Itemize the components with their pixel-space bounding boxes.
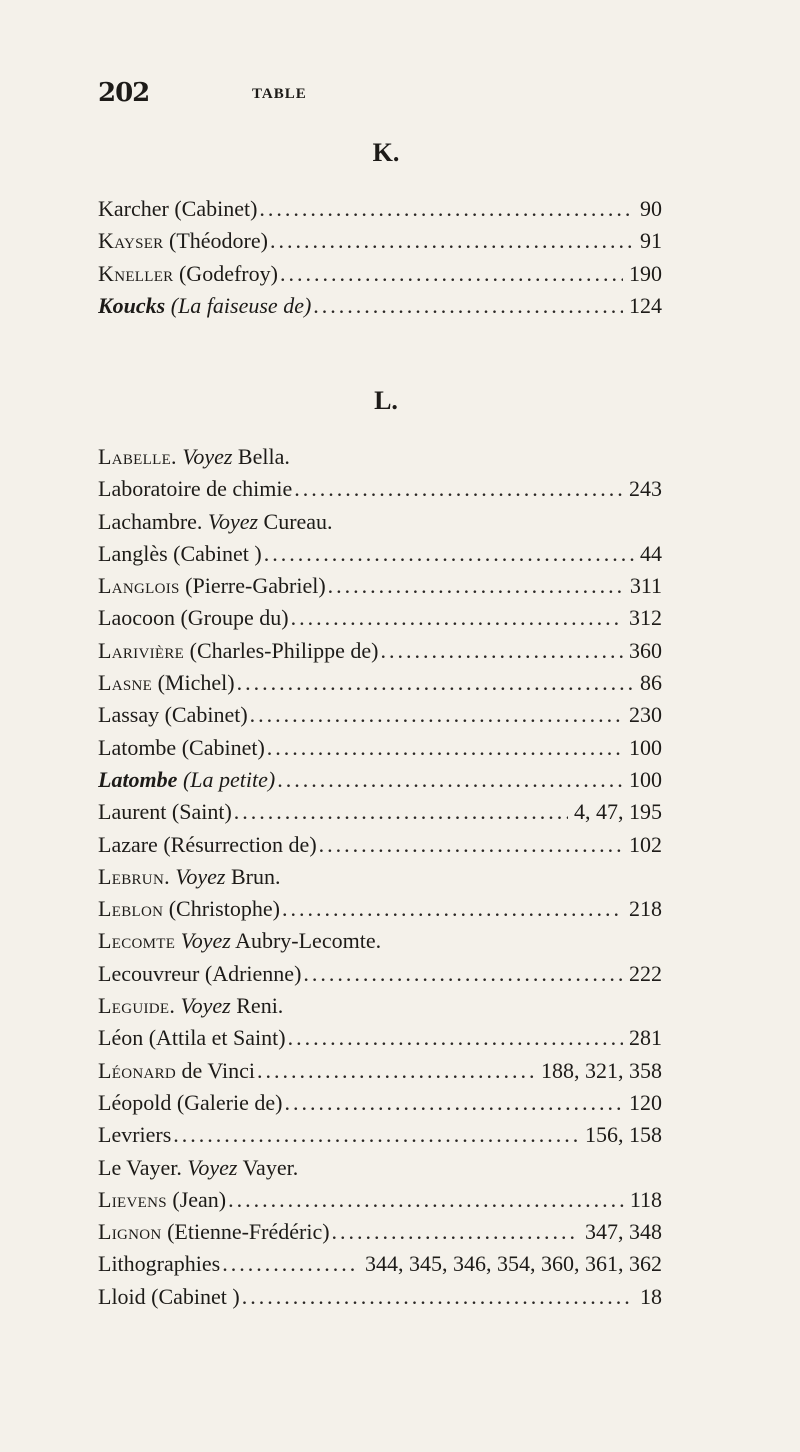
index-entry [98, 1219, 662, 1251]
entry-name-part: (Jean) [166, 1186, 227, 1212]
entry-name-part: (Godefroy) [173, 260, 278, 286]
entry-name [98, 293, 311, 319]
entry-name [98, 832, 317, 858]
dot-leader [328, 573, 624, 599]
entry-pages: 91 [640, 228, 662, 254]
index-entry [98, 1025, 662, 1057]
index-entry [98, 444, 662, 476]
entry-name [98, 638, 378, 664]
entry-name [98, 799, 232, 825]
entry-pages: 118 [629, 1186, 662, 1212]
dot-leader [282, 896, 623, 922]
entry-name-part: Le Vayer. [98, 1154, 182, 1180]
entry-name-part: Lasne [98, 670, 153, 696]
entry-pages: 360 [629, 637, 662, 663]
entry-pages: 281 [629, 1025, 662, 1051]
entry-name [98, 896, 280, 922]
entry-pages: 90 [640, 196, 662, 221]
entry-name [98, 1090, 282, 1116]
entry-name [98, 509, 333, 535]
index-entry [98, 799, 662, 831]
entry-pages: 4, 47, 195 [574, 799, 662, 825]
page-number: 202 [98, 78, 150, 108]
entry-name [98, 1058, 255, 1084]
index-entry [98, 928, 662, 960]
entry-name-part: Lassay (Cabinet) [98, 702, 248, 728]
entry-name-part: Langlois [98, 573, 180, 599]
entry-name [98, 670, 235, 696]
index-entry [98, 638, 662, 670]
index-entry [98, 476, 662, 508]
entry-name-part: Voyez [202, 508, 259, 534]
dot-leader [380, 638, 623, 664]
entry-name-part: Bella. [232, 444, 290, 469]
entry-name-part: Léopold (Galerie de) [98, 1089, 283, 1115]
entry-name-part: (Michel) [152, 670, 235, 696]
entry-name [98, 1187, 226, 1213]
dot-leader [313, 293, 623, 319]
dot-leader [250, 702, 623, 728]
entry-name-part: Kayser [98, 228, 164, 254]
entry-name-part: Karcher (Cabinet) [98, 196, 258, 221]
entry-name-part: (Charles-Philippe de) [184, 637, 379, 663]
page-header [98, 78, 458, 114]
index-entry [98, 573, 662, 605]
section-letter-l: L. [374, 386, 398, 415]
dot-leader [291, 605, 623, 631]
entry-name-part: Voyez [169, 863, 226, 889]
index-entry [98, 1187, 662, 1219]
entry-name-part: Lazare (Résurrection de) [98, 831, 317, 857]
entry-name-part: Voyez [181, 1154, 238, 1180]
entry-pages: 86 [640, 670, 662, 696]
entry-pages: 124 [629, 292, 662, 318]
entry-name [98, 928, 381, 954]
entry-name-part: (Christophe) [163, 896, 280, 922]
index-entry [98, 605, 662, 637]
dot-leader [228, 1187, 624, 1213]
entry-pages: 347, 348 [585, 1219, 662, 1245]
entry-name-part: Lachambre. [98, 508, 203, 534]
running-head: TABLE [252, 86, 307, 102]
entry-name [98, 767, 275, 793]
entry-name [98, 228, 268, 254]
index-entry [98, 509, 662, 541]
entry-name-part: (Pierre-Gabriel) [179, 573, 326, 599]
entry-pages: 100 [629, 766, 662, 792]
dot-leader [267, 735, 623, 761]
entry-name [98, 573, 326, 599]
entry-name [98, 1219, 330, 1245]
dot-leader [234, 799, 568, 825]
entry-pages: 18 [640, 1283, 662, 1309]
dot-leader [294, 476, 623, 502]
entry-name-part: Voyez [175, 928, 231, 954]
dot-leader [222, 1251, 359, 1277]
entry-name [98, 196, 257, 222]
index-list-k [98, 196, 662, 325]
entry-name [98, 1155, 298, 1181]
index-entry [98, 993, 662, 1025]
entry-pages: 156, 158 [585, 1122, 662, 1148]
dot-leader [319, 832, 623, 858]
entry-name-part: Leguide. [98, 993, 176, 1019]
index-entry [98, 196, 662, 228]
entry-name-part: Kneller [98, 260, 174, 286]
entry-name-part: Labelle. [98, 444, 177, 469]
entry-name [98, 1122, 171, 1148]
entry-pages: 222 [629, 960, 662, 986]
entry-name-part: Laurent (Saint) [98, 799, 232, 825]
entry-name-part: Lignon [98, 1219, 162, 1245]
index-entry [98, 228, 662, 260]
dot-leader [259, 196, 634, 222]
index-entry [98, 864, 662, 896]
entry-pages: 102 [629, 831, 662, 857]
entry-name-part: (La faiseuse de) [165, 292, 312, 318]
dot-leader [303, 961, 623, 987]
index-entry [98, 735, 662, 767]
entry-name [98, 1025, 286, 1051]
entry-name [98, 702, 248, 728]
entry-name-part: Léonard [98, 1057, 177, 1083]
entry-name-part: de Vinci [176, 1057, 255, 1083]
entry-pages: 190 [629, 260, 662, 286]
entry-name-part: Larivière [98, 637, 185, 663]
dot-leader [288, 1025, 623, 1051]
entry-name [98, 961, 301, 987]
entry-name [98, 993, 283, 1019]
entry-name-part: Voyez [175, 993, 231, 1019]
index-entry [98, 767, 662, 799]
index-entry [98, 961, 662, 993]
dot-leader [257, 1058, 535, 1084]
index-entry [98, 896, 662, 928]
index-entry [98, 702, 662, 734]
entry-name-part: Brun. [225, 863, 281, 889]
entry-name-part: Koucks [98, 292, 166, 318]
dot-leader [264, 541, 634, 567]
index-entry [98, 1058, 662, 1090]
dot-leader [332, 1219, 579, 1245]
entry-name-part: Latombe (Cabinet) [98, 734, 265, 760]
entry-pages: 344, 345, 346, 354, 360, 361, 362 [365, 1251, 662, 1277]
index-list-l [98, 444, 662, 1316]
entry-name [98, 541, 262, 567]
section-letter-k: K. [372, 138, 400, 167]
entry-name [98, 735, 265, 761]
index-entry [98, 832, 662, 864]
entry-name-part: Vayer. [237, 1154, 299, 1180]
index-entry [98, 1155, 662, 1187]
entry-name-part: (Théodore) [163, 228, 268, 254]
entry-pages: 218 [629, 896, 662, 922]
index-entry [98, 261, 662, 293]
entry-name [98, 864, 280, 890]
entry-pages: 243 [629, 476, 662, 502]
index-entry [98, 1122, 662, 1154]
entry-name-part: Latombe [98, 766, 178, 792]
entry-name-part: Laocoon (Groupe du) [98, 605, 289, 631]
entry-name-part: Leblon [98, 896, 164, 922]
entry-name [98, 605, 289, 631]
entry-name-part: Lievens [98, 1186, 167, 1212]
dot-leader [237, 670, 634, 696]
entry-name-part: Lloid (Cabinet ) [98, 1283, 240, 1309]
index-entry [98, 1090, 662, 1122]
entry-name-part: Voyez [176, 444, 233, 469]
index-entry [98, 541, 662, 573]
entry-name-part: Laboratoire de chimie [98, 476, 293, 502]
dot-leader [242, 1284, 634, 1310]
dot-leader [277, 767, 623, 793]
entry-name-part: (Etienne-Frédéric) [161, 1219, 330, 1245]
entry-name [98, 476, 292, 502]
entry-pages: 120 [629, 1089, 662, 1115]
entry-name-part: (La petite) [177, 766, 276, 792]
entry-name-part: Levriers [98, 1122, 172, 1148]
entry-name-part: Reni. [230, 993, 284, 1019]
entry-pages: 230 [629, 702, 662, 728]
entry-pages: 312 [629, 605, 662, 631]
dot-leader [284, 1090, 623, 1116]
dot-leader [173, 1122, 579, 1148]
entry-name-part: Lecomte [98, 928, 176, 954]
entry-pages: 311 [629, 573, 662, 599]
index-entry [98, 670, 662, 702]
index-entry [98, 1284, 662, 1316]
entry-pages: 188, 321, 358 [541, 1057, 662, 1083]
dot-leader [280, 261, 623, 287]
index-entry [98, 293, 662, 325]
entry-name-part: Lithographies [98, 1251, 221, 1277]
entry-name [98, 444, 290, 470]
dot-leader [270, 228, 634, 254]
entry-name [98, 261, 278, 287]
index-entry [98, 1251, 662, 1283]
entry-name-part: Léon (Attila et Saint) [98, 1025, 286, 1051]
entry-name [98, 1251, 220, 1277]
entry-pages: 44 [640, 540, 662, 566]
entry-name-part: Lecouvreur (Adrienne) [98, 960, 302, 986]
entry-pages: 100 [629, 734, 662, 760]
entry-name-part: Cureau. [258, 508, 333, 534]
entry-name-part: Langlès (Cabinet ) [98, 540, 262, 566]
entry-name [98, 1284, 240, 1310]
entry-name-part: Lebrun. [98, 863, 170, 889]
entry-name-part: Aubry-Lecomte. [230, 928, 382, 954]
